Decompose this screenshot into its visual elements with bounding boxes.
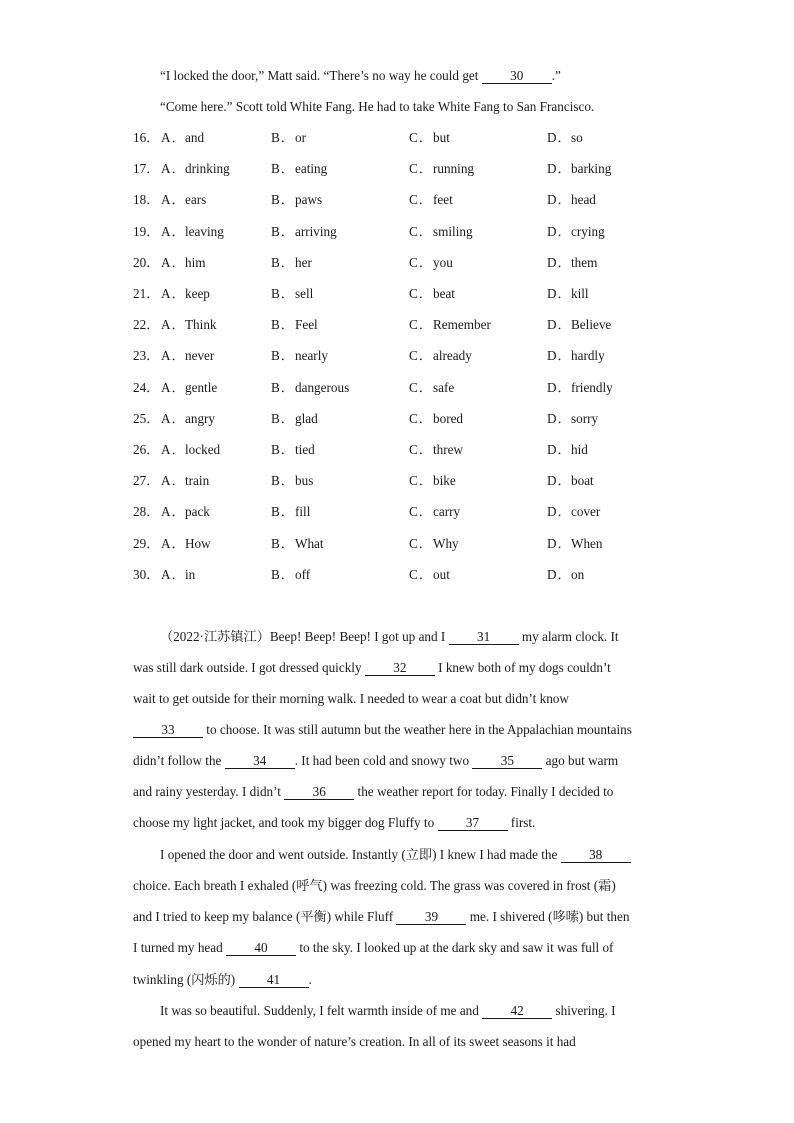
option-b: [271, 379, 349, 397]
option-b-text: bus: [295, 473, 314, 488]
text: . It had been cold and snowy two: [294, 753, 473, 768]
option-d-letter: D．: [547, 504, 572, 519]
option-d-letter: D．: [547, 348, 572, 363]
option-b-letter: B．: [271, 380, 295, 395]
option-a-letter: A．: [161, 348, 186, 363]
option-d: [547, 223, 605, 241]
option-d-text: so: [571, 130, 583, 145]
option-a-letter: A．: [161, 255, 186, 270]
question-number: 24．: [133, 380, 160, 395]
option-c: [409, 472, 456, 490]
option-d-text: Believe: [571, 317, 612, 332]
blank-42: 42: [482, 1003, 552, 1019]
option-d: [547, 316, 611, 334]
option-a-letter: A．: [161, 286, 186, 301]
text: and rainy yesterday. I didn’t: [133, 784, 285, 799]
option-d-letter: D．: [547, 286, 572, 301]
option-c-text: feet: [433, 192, 453, 207]
option-a: [161, 285, 210, 303]
blank-35: 35: [472, 753, 542, 769]
option-c: [409, 254, 453, 272]
option-b-text: off: [295, 567, 311, 582]
question-number: 16．: [133, 130, 160, 145]
option-c-letter: C．: [409, 411, 433, 426]
blank-34: 34: [225, 753, 295, 769]
option-b-text: arriving: [295, 224, 337, 239]
option-row: [133, 410, 673, 428]
option-c-text: safe: [433, 380, 455, 395]
option-c-letter: C．: [409, 317, 433, 332]
option-b: [271, 472, 313, 490]
option-a-text: Think: [185, 317, 217, 332]
option-d-text: sorry: [571, 411, 599, 426]
option-c-text: Remember: [433, 317, 491, 332]
option-b-text: nearly: [295, 348, 328, 363]
option-d-text: barking: [571, 161, 612, 176]
option-c-letter: C．: [409, 473, 433, 488]
text: （2022·江苏镇江）Beep! Beep! Beep! I got up and I: [160, 629, 449, 644]
option-b-letter: B．: [271, 224, 295, 239]
passage2-line3: wait to get outside for their morning walk. I needed to wear a coat but didn’t know: [133, 691, 569, 706]
option-d: [547, 379, 613, 397]
option-row: [133, 441, 673, 459]
option-d-text: them: [571, 255, 598, 270]
option-d-text: hardly: [571, 348, 605, 363]
option-d: [547, 503, 600, 521]
text: I knew both of my dogs couldn’t: [434, 660, 611, 675]
option-c-letter: C．: [409, 255, 433, 270]
passage2-line11: [133, 939, 663, 957]
option-a-text: leaving: [185, 224, 224, 239]
option-c: [409, 441, 463, 459]
option-a-letter: A．: [161, 567, 186, 582]
option-d-letter: D．: [547, 442, 572, 457]
option-b: [271, 441, 315, 459]
option-a-text: train: [185, 473, 210, 488]
passage1-line1: [160, 67, 690, 85]
option-b-text: paws: [295, 192, 323, 207]
option-c-letter: C．: [409, 161, 433, 176]
option-c-text: already: [433, 348, 472, 363]
option-d: [547, 410, 598, 428]
passage1-line2: “Come here.” Scott told White Fang. He had to take White Fang to San Francisco.: [160, 99, 595, 114]
text: to choose. It was still autumn but the weather here in the Appalachian mountains: [203, 722, 632, 737]
option-row: [133, 472, 673, 490]
option-b-letter: B．: [271, 567, 295, 582]
blank-31: 31: [449, 629, 519, 645]
text: .: [308, 972, 312, 987]
option-d: [547, 347, 605, 365]
option-a-letter: A．: [161, 536, 186, 551]
option-d-letter: D．: [547, 411, 572, 426]
blank-33: 33: [133, 722, 203, 738]
option-b-text: her: [295, 255, 312, 270]
option-c-text: running: [433, 161, 475, 176]
option-a-letter: A．: [161, 504, 186, 519]
text: shivering. I: [552, 1003, 616, 1018]
passage2-line4: [133, 721, 663, 739]
option-b-text: glad: [295, 411, 318, 426]
option-c: [409, 566, 450, 584]
option-a-text: angry: [185, 411, 216, 426]
option-b-text: fill: [295, 504, 311, 519]
text: I turned my head: [133, 940, 227, 955]
option-a-text: never: [185, 348, 215, 363]
question-number: 23．: [133, 348, 160, 363]
option-a-text: locked: [185, 442, 221, 457]
option-c-text: threw: [433, 442, 464, 457]
option-row: [133, 254, 673, 272]
option-b-text: What: [295, 536, 324, 551]
passage2-line5: [133, 752, 663, 770]
blank-36: 36: [284, 784, 354, 800]
text: choose my light jacket, and took my bigger dog Fluffy to: [133, 815, 438, 830]
option-b-letter: B．: [271, 192, 295, 207]
option-a-text: How: [185, 536, 211, 551]
option-b-letter: B．: [271, 161, 295, 176]
text: my alarm clock. It: [518, 629, 619, 644]
option-d-text: boat: [571, 473, 594, 488]
option-d-letter: D．: [547, 317, 572, 332]
blank-30: 30: [482, 68, 552, 84]
option-d: [547, 441, 588, 459]
option-b: [271, 191, 322, 209]
option-c-letter: C．: [409, 192, 433, 207]
text: .”: [551, 68, 561, 83]
option-c: [409, 160, 474, 178]
passage2-line6: [133, 783, 663, 801]
passage2-line1: [160, 628, 690, 646]
option-d-text: cover: [571, 504, 601, 519]
question-number: 25．: [133, 411, 160, 426]
option-c-text: out: [433, 567, 450, 582]
option-c: [409, 285, 455, 303]
option-b: [271, 503, 310, 521]
option-b-letter: B．: [271, 348, 295, 363]
option-a: [161, 347, 214, 365]
option-b-text: sell: [295, 286, 314, 301]
option-c-text: carry: [433, 504, 461, 519]
option-c-text: beat: [433, 286, 455, 301]
option-a-text: him: [185, 255, 206, 270]
option-d-text: friendly: [571, 380, 613, 395]
option-b: [271, 129, 306, 147]
option-a: [161, 316, 217, 334]
option-c: [409, 347, 472, 365]
option-a-text: drinking: [185, 161, 230, 176]
option-a: [161, 472, 209, 490]
option-d-letter: D．: [547, 255, 572, 270]
option-a-letter: A．: [161, 161, 186, 176]
option-a-letter: A．: [161, 317, 186, 332]
text: to the sky. I looked up at the dark sky and saw it was full of: [296, 940, 614, 955]
text: me. I shivered (哆嗦) but then: [466, 909, 630, 924]
option-c-letter: C．: [409, 567, 433, 582]
option-b-letter: B．: [271, 286, 295, 301]
option-b: [271, 316, 318, 334]
option-a-text: in: [185, 567, 196, 582]
option-d-letter: D．: [547, 536, 572, 551]
option-a: [161, 254, 206, 272]
option-a: [161, 535, 211, 553]
option-a-letter: A．: [161, 224, 186, 239]
option-b: [271, 160, 327, 178]
text: ago but warm: [542, 753, 619, 768]
option-c-letter: C．: [409, 224, 433, 239]
option-a: [161, 160, 230, 178]
option-a-letter: A．: [161, 130, 186, 145]
option-row: [133, 129, 673, 147]
option-c-letter: C．: [409, 504, 433, 519]
blank-32: 32: [365, 660, 435, 676]
option-d-letter: D．: [547, 224, 572, 239]
option-a-text: and: [185, 130, 205, 145]
option-a-letter: A．: [161, 442, 186, 457]
option-row: [133, 191, 673, 209]
option-a-letter: A．: [161, 192, 186, 207]
option-d-text: head: [571, 192, 596, 207]
blank-39: 39: [396, 909, 466, 925]
option-d-text: crying: [571, 224, 605, 239]
question-number: 22．: [133, 317, 160, 332]
option-d-letter: D．: [547, 567, 572, 582]
passage2-line9: choice. Each breath I exhaled (呼气) was freezing cold. The grass was covered in frost (霜): [133, 878, 616, 893]
option-row: [133, 379, 673, 397]
passage2-line8: [160, 846, 690, 864]
option-d-text: kill: [571, 286, 589, 301]
option-d-letter: D．: [547, 380, 572, 395]
option-b-letter: B．: [271, 317, 295, 332]
option-c: [409, 503, 460, 521]
option-c-letter: C．: [409, 286, 433, 301]
option-c-letter: C．: [409, 348, 433, 363]
option-c: [409, 535, 459, 553]
question-number: 20．: [133, 255, 160, 270]
option-b: [271, 223, 337, 241]
option-c: [409, 191, 453, 209]
question-number: 27．: [133, 473, 160, 488]
option-d-letter: D．: [547, 192, 572, 207]
option-d: [547, 160, 611, 178]
question-number: 30．: [133, 567, 160, 582]
option-c: [409, 316, 491, 334]
option-c-text: but: [433, 130, 450, 145]
option-b-letter: B．: [271, 536, 295, 551]
option-d: [547, 129, 583, 147]
text: and I tried to keep my balance (平衡) while Fluff: [133, 909, 397, 924]
option-row: [133, 285, 673, 303]
option-b: [271, 347, 328, 365]
option-a: [161, 441, 220, 459]
option-c-text: smiling: [433, 224, 473, 239]
option-b: [271, 535, 324, 553]
blank-38: 38: [561, 847, 631, 863]
text: “I locked the door,” Matt said. “There’s no way he could get: [160, 68, 482, 83]
option-a: [161, 191, 206, 209]
option-a: [161, 566, 195, 584]
option-row: [133, 503, 673, 521]
option-a: [161, 223, 224, 241]
option-a: [161, 129, 204, 147]
option-b: [271, 410, 318, 428]
passage2-line13: [160, 1002, 690, 1020]
passage2-line12: [133, 971, 663, 989]
option-c-letter: C．: [409, 442, 433, 457]
option-d-text: on: [571, 567, 585, 582]
option-b-text: eating: [295, 161, 328, 176]
blank-41: 41: [239, 972, 309, 988]
option-d: [547, 472, 594, 490]
option-a-text: keep: [185, 286, 210, 301]
passage2-line2: [133, 659, 663, 677]
option-a: [161, 379, 217, 397]
option-row: [133, 535, 673, 553]
option-c: [409, 129, 450, 147]
question-number: 26．: [133, 442, 160, 457]
option-d: [547, 191, 596, 209]
option-a-text: pack: [185, 504, 210, 519]
option-a-text: gentle: [185, 380, 218, 395]
option-c-text: bored: [433, 411, 464, 426]
option-row: [133, 316, 673, 334]
option-b: [271, 285, 313, 303]
blank-37: 37: [438, 815, 508, 831]
text: I opened the door and went outside. Instantly (立即) I knew I had made the: [160, 847, 561, 862]
option-c: [409, 379, 454, 397]
option-a-letter: A．: [161, 473, 186, 488]
option-c-text: you: [433, 255, 453, 270]
option-c-letter: C．: [409, 536, 433, 551]
option-row: [133, 566, 673, 584]
option-a-text: ears: [185, 192, 207, 207]
text: didn’t follow the: [133, 753, 225, 768]
text: the weather report for today. Finally I decided to: [354, 784, 614, 799]
option-d: [547, 566, 584, 584]
text: first.: [507, 815, 536, 830]
option-row: [133, 223, 673, 241]
option-c: [409, 410, 463, 428]
option-b-text: Feel: [295, 317, 318, 332]
option-b-letter: B．: [271, 504, 295, 519]
passage2-line7: [133, 814, 663, 832]
option-a: [161, 503, 210, 521]
option-d: [547, 535, 603, 553]
question-number: 18．: [133, 192, 160, 207]
text: twinkling (闪烁的): [133, 972, 239, 987]
option-d-letter: D．: [547, 161, 572, 176]
option-d-letter: D．: [547, 130, 572, 145]
option-c-letter: C．: [409, 380, 433, 395]
option-b: [271, 254, 312, 272]
option-a-letter: A．: [161, 411, 186, 426]
blank-40: 40: [226, 940, 296, 956]
option-row: [133, 347, 673, 365]
option-c-text: bike: [433, 473, 456, 488]
option-b-text: dangerous: [295, 380, 350, 395]
question-number: 29．: [133, 536, 160, 551]
question-number: 19．: [133, 224, 160, 239]
question-number: 17．: [133, 161, 160, 176]
option-c-letter: C．: [409, 130, 433, 145]
option-b-letter: B．: [271, 411, 295, 426]
option-a: [161, 410, 215, 428]
option-b-text: tied: [295, 442, 315, 457]
text: It was so beautiful. Suddenly, I felt warmth inside of me and: [160, 1003, 483, 1018]
passage2-line14: opened my heart to the wonder of nature’s creation. In all of its sweet seasons it had: [133, 1034, 576, 1049]
question-number: 28．: [133, 504, 160, 519]
option-d: [547, 254, 597, 272]
option-row: [133, 160, 673, 178]
option-d-text: When: [571, 536, 603, 551]
option-b-letter: B．: [271, 473, 295, 488]
option-d-letter: D．: [547, 473, 572, 488]
text: was still dark outside. I got dressed quickly: [133, 660, 365, 675]
option-b: [271, 566, 310, 584]
question-number: 21．: [133, 286, 160, 301]
option-b-letter: B．: [271, 130, 295, 145]
option-b-text: or: [295, 130, 306, 145]
option-a-letter: A．: [161, 380, 186, 395]
option-b-letter: B．: [271, 255, 295, 270]
option-d: [547, 285, 589, 303]
option-d-text: hid: [571, 442, 588, 457]
option-b-letter: B．: [271, 442, 295, 457]
option-c-text: Why: [433, 536, 459, 551]
option-c: [409, 223, 473, 241]
passage2-line10: [133, 908, 663, 926]
